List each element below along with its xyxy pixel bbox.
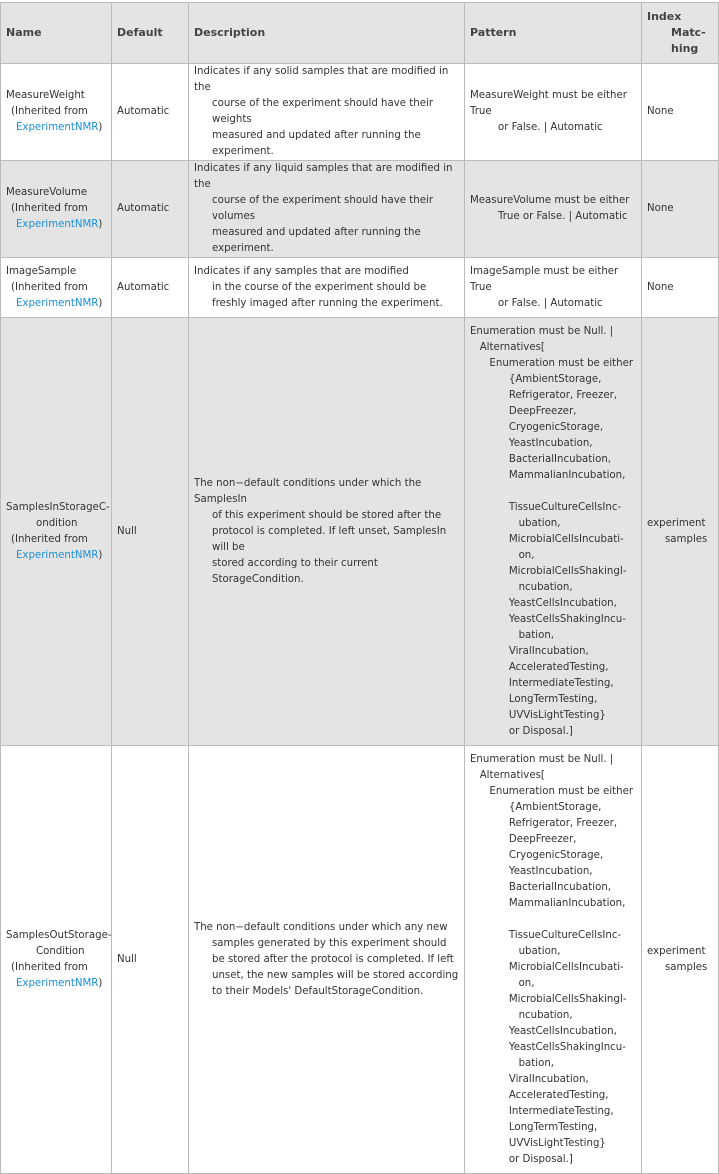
pattern-line: IntermediateTesting,: [470, 1105, 614, 1117]
desc-line: unset, the new samples will be stored according: [212, 969, 459, 981]
pattern-line: UVVisLightTesting}: [470, 709, 606, 721]
desc-line: measured and updated after running the experiment.: [212, 227, 421, 254]
pattern-line: YeastCellsIncubation,: [470, 597, 617, 609]
pattern-line: YeastIncubation,: [470, 865, 593, 877]
desc-line: course of the experiment should have their volumes: [212, 195, 434, 222]
cell-name: [1, 318, 112, 746]
header-default: Default: [112, 3, 189, 64]
pattern-line: BacterialIncubation,: [470, 881, 612, 893]
pattern-line: MicrobialCellsIncubati-: [470, 533, 624, 545]
pattern-line: Alternatives[: [470, 341, 545, 353]
cell-index: None: [642, 258, 719, 318]
pattern-line: on,: [470, 977, 535, 989]
pattern-line: MicrobialCellsShakingI-: [470, 993, 627, 1005]
cell-name: [1, 161, 112, 258]
cell-description: [189, 161, 465, 258]
storage-pattern: [470, 752, 636, 1168]
pattern-line: Enumeration must be either: [470, 785, 634, 797]
pattern-line: BacterialIncubation,: [470, 453, 612, 465]
desc-line: in the course of the experiment should be: [212, 281, 427, 293]
option-name-cont: ondition: [36, 517, 78, 529]
cell-description: [189, 64, 465, 161]
options-table: [0, 2, 719, 1174]
pattern-line: {AmbientStorage,: [470, 373, 602, 385]
pattern-line: Refrigerator, Freezer,: [470, 817, 618, 829]
cell-index: [642, 746, 719, 1174]
cell-default: Automatic: [112, 258, 189, 318]
pattern-line: ncubation,: [470, 581, 573, 593]
pattern-line: MeasureVolume must be either: [470, 195, 630, 206]
pattern-line: [470, 484, 636, 500]
option-name-cont: Condition: [36, 945, 85, 957]
cell-pattern: [465, 746, 642, 1174]
pattern-line: or Disposal.]: [470, 1153, 573, 1165]
desc-line: The non−default conditions under which the SamplesIn: [194, 477, 422, 505]
pattern-line: ncubation,: [470, 1009, 573, 1021]
pattern-line: Enumeration must be either: [470, 357, 634, 369]
header-description: Description: [189, 3, 465, 64]
cell-default: Automatic: [112, 64, 189, 161]
cell-description: [189, 258, 465, 318]
header-index-l3: hing: [671, 42, 699, 55]
experimentnmr-link[interactable]: ExperimentNMR: [16, 297, 99, 309]
desc-line: Indicates if any liquid samples that are modified in the: [194, 163, 453, 190]
pattern-line: MicrobialCellsShakingI-: [470, 565, 627, 577]
cell-default: Null: [112, 318, 189, 746]
table-row: [1, 258, 719, 318]
option-name: MeasureVolume: [6, 187, 88, 198]
pattern-line: or Disposal.]: [470, 725, 573, 737]
header-name: Name: [1, 3, 112, 64]
pattern-line: ubation,: [470, 945, 561, 957]
pattern-line: on,: [470, 549, 535, 561]
pattern-line: YeastCellsShakingIncu-: [470, 1041, 626, 1053]
desc-line: The non−default conditions under which any new: [194, 921, 448, 933]
cell-index: None: [642, 64, 719, 161]
cell-index: None: [642, 161, 719, 258]
cell-pattern: [465, 64, 642, 161]
pattern-line: Enumeration must be Null. |: [470, 753, 614, 765]
paren: ): [98, 219, 103, 230]
option-name: SamplesInStorageC-: [6, 501, 110, 513]
pattern-line: ImageSample must be either True: [470, 265, 619, 293]
cell-name: [1, 746, 112, 1174]
desc-line: of this experiment should be stored after the: [212, 509, 442, 521]
desc-line: freshly imaged after running the experiment.: [212, 297, 443, 309]
pattern-line: Alternatives[: [470, 769, 545, 781]
table-row: [1, 161, 719, 258]
experimentnmr-link[interactable]: ExperimentNMR: [16, 549, 99, 561]
desc-line: stored according to their current StorageCondition.: [212, 557, 378, 585]
desc-line: Indicates if any solid samples that are modified in the: [194, 66, 449, 93]
pattern-line: Refrigerator, Freezer,: [470, 389, 618, 401]
cell-pattern: [465, 161, 642, 258]
pattern-line: True or False. | Automatic: [498, 211, 628, 222]
inherited-label: (Inherited from: [11, 533, 88, 545]
paren: ): [98, 297, 103, 309]
pattern-line: DeepFreezer,: [470, 833, 577, 845]
cell-pattern: [465, 318, 642, 746]
desc-line: Indicates if any samples that are modified: [194, 265, 409, 277]
desc-line: measured and updated after running the experiment.: [212, 130, 421, 157]
index-line: experiment: [647, 517, 706, 529]
paren: ): [98, 977, 103, 989]
header-row: [1, 3, 719, 64]
pattern-line: YeastCellsIncubation,: [470, 1025, 617, 1037]
pattern-line: MammalianIncubation,: [470, 469, 626, 481]
cell-name: [1, 64, 112, 161]
pattern-line: bation,: [470, 1057, 555, 1069]
paren: ): [98, 122, 103, 133]
header-pattern: Pattern: [465, 3, 642, 64]
pattern-line: {AmbientStorage,: [470, 801, 602, 813]
desc-line: to their Models' DefaultStorageCondition.: [212, 985, 424, 997]
experimentnmr-link[interactable]: ExperimentNMR: [16, 219, 99, 230]
pattern-line: UVVisLightTesting}: [470, 1137, 606, 1149]
desc-line: protocol is completed. If left unset, SamplesIn will be: [212, 525, 447, 553]
inherited-label: (Inherited from: [11, 961, 88, 973]
table-row: [1, 746, 719, 1174]
cell-pattern: [465, 258, 642, 318]
option-name: SamplesOutStorage-: [6, 929, 112, 941]
pattern-line: ViralIncubation,: [470, 1073, 589, 1085]
table-row: [1, 64, 719, 161]
cell-description: [189, 318, 465, 746]
header-index-l2: Matc-: [671, 26, 706, 39]
pattern-line: DeepFreezer,: [470, 405, 577, 417]
pattern-line: MicrobialCellsIncubati-: [470, 961, 624, 973]
pattern-line: ViralIncubation,: [470, 645, 589, 657]
pattern-line: IntermediateTesting,: [470, 677, 614, 689]
pattern-line: CryogenicStorage,: [470, 421, 604, 433]
pattern-line: MeasureWeight must be either True: [470, 90, 627, 117]
pattern-line: bation,: [470, 629, 555, 641]
pattern-line: MammalianIncubation,: [470, 897, 626, 909]
desc-line: course of the experiment should have their weights: [212, 98, 434, 125]
header-index-l1: Index: [647, 10, 682, 23]
desc-line: samples generated by this experiment should: [212, 937, 447, 949]
pattern-line: YeastCellsShakingIncu-: [470, 613, 626, 625]
cell-index: [642, 318, 719, 746]
option-name: MeasureWeight: [6, 90, 85, 101]
pattern-line: TissueCultureCellsInc-: [470, 501, 622, 513]
inherited-label: (Inherited from: [11, 203, 88, 214]
inherited-label: (Inherited from: [11, 281, 88, 293]
header-index-matching: [642, 3, 719, 64]
index-line: samples: [665, 961, 708, 973]
pattern-line: AcceleratedTesting,: [470, 661, 609, 673]
pattern-line: YeastIncubation,: [470, 437, 593, 449]
pattern-line: ubation,: [470, 517, 561, 529]
inherited-label: (Inherited from: [11, 106, 88, 117]
pattern-line: or False. | Automatic: [498, 297, 603, 309]
cell-default: Automatic: [112, 161, 189, 258]
cell-default: Null: [112, 746, 189, 1174]
index-line: experiment: [647, 945, 706, 957]
option-name: ImageSample: [6, 265, 77, 277]
table-row: [1, 318, 719, 746]
pattern-line: [470, 912, 636, 928]
index-line: samples: [665, 533, 708, 545]
pattern-line: LongTermTesting,: [470, 693, 598, 705]
pattern-line: CryogenicStorage,: [470, 849, 604, 861]
storage-pattern: [470, 324, 636, 740]
pattern-line: Enumeration must be Null. |: [470, 325, 614, 337]
pattern-line: AcceleratedTesting,: [470, 1089, 609, 1101]
desc-line: be stored after the protocol is completed. If left: [212, 953, 454, 965]
experimentnmr-link[interactable]: ExperimentNMR: [16, 977, 99, 989]
cell-description: [189, 746, 465, 1174]
cell-name: [1, 258, 112, 318]
experimentnmr-link[interactable]: ExperimentNMR: [16, 122, 99, 133]
pattern-line: TissueCultureCellsInc-: [470, 929, 622, 941]
pattern-line: LongTermTesting,: [470, 1121, 598, 1133]
paren: ): [98, 549, 103, 561]
pattern-line: or False. | Automatic: [498, 122, 603, 133]
